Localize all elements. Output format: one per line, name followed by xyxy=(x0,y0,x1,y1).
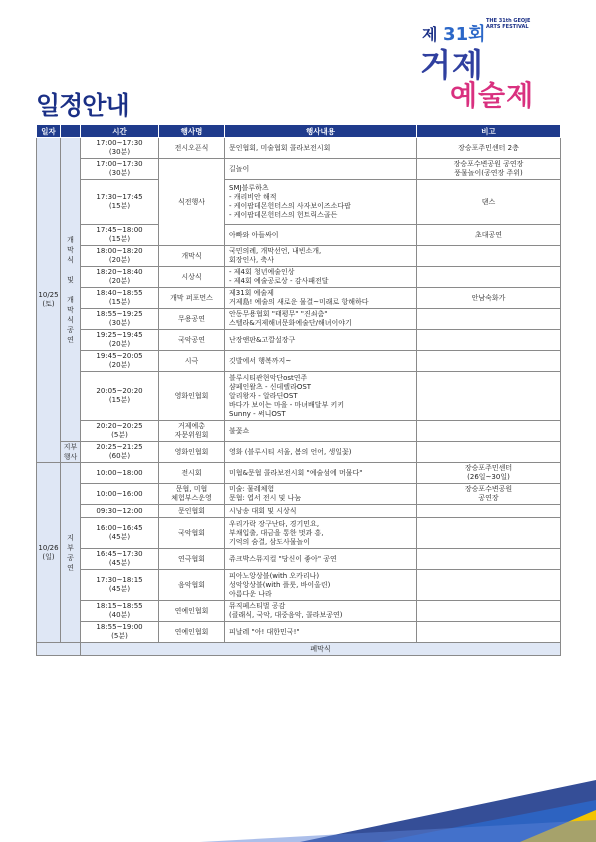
table-row xyxy=(37,309,561,330)
note-cell: 초대공연 xyxy=(417,225,561,246)
note-cell: 장승포수변공원 공연장 xyxy=(417,484,561,505)
logo-geoje: 거제 xyxy=(420,46,484,84)
festival-logo xyxy=(420,14,570,114)
event-cell: 연극협회 xyxy=(159,549,225,570)
content-cell: 불꽃쇼 xyxy=(225,421,417,442)
content-cell: 피아노앙상블(with 오카리나) 성악앙상블(with 플룻, 바이올린) 아름다운 나라 xyxy=(225,570,417,601)
time-cell: 20:05~20:20 (15분) xyxy=(81,372,159,421)
note-cell xyxy=(417,372,561,421)
note-cell xyxy=(417,601,561,622)
content-cell: 난장앤판&고깔설장구 xyxy=(225,330,417,351)
content-cell: 블루시티관현악단ost연주 샴페인왈츠 - 신데렐라OST 알리왕자 - 알라딘OST 바다가 보이는 마을 - 마녀배달부 키키 Sunny - 써니OST xyxy=(225,372,417,421)
table-row xyxy=(37,225,561,246)
event-cell: 전시회 xyxy=(159,463,225,484)
time-cell: 17:30~17:45 (15분) xyxy=(81,180,159,225)
table-row xyxy=(37,463,561,484)
time-cell: 18:20~18:40 (20분) xyxy=(81,267,159,288)
category-opening: 개 막 식 및 개 막 식 공 연 xyxy=(61,138,81,442)
table-row xyxy=(37,622,561,643)
content-cell: 제31회 예술제 거제島! 예술의 새로운 물결~미래로 항해하다 xyxy=(225,288,417,309)
content-cell: 아빠와 아들싸이 xyxy=(225,225,417,246)
event-cell: 국악공연 xyxy=(159,330,225,351)
date-cell-day2: 10/26 (일) xyxy=(37,463,61,643)
category-branch-performance: 지 부 공 연 xyxy=(61,463,81,643)
table-row xyxy=(37,288,561,309)
event-cell: 전시오픈식 xyxy=(159,138,225,159)
event-cell: 시극 xyxy=(159,351,225,372)
content-cell: 쥬크박스뮤지컬 "당신이 좋아" 공연 xyxy=(225,549,417,570)
time-cell: 19:45~20:05 (20분) xyxy=(81,351,159,372)
note-cell xyxy=(417,622,561,643)
table-row xyxy=(37,159,561,180)
table-row xyxy=(37,330,561,351)
logo-festival-en: THE 31th GEOJE ARTS FESTIVAL xyxy=(486,18,531,30)
logo-arts-festival: 예술제 xyxy=(450,79,535,112)
header-note: 비고 xyxy=(417,125,561,138)
table-row xyxy=(37,421,561,442)
table-row xyxy=(37,570,561,601)
event-cell: 문인협회 xyxy=(159,505,225,518)
time-cell: 20:25~21:25 (60분) xyxy=(81,442,159,463)
time-cell: 18:00~18:20 (20분) xyxy=(81,246,159,267)
event-cell: 식전행사 xyxy=(159,159,225,246)
content-cell: - 제4회 청년예술인상 - 제4회 예술공로상 - 감사패전달 xyxy=(225,267,417,288)
note-cell xyxy=(417,351,561,372)
content-cell: 미협&문협 콜라보전시회 "예술섬에 머물다" xyxy=(225,463,417,484)
content-cell: 뮤직페스티벌 공감 (클래식, 국악, 대중음악, 콜라보공연) xyxy=(225,601,417,622)
event-cell: 개막 퍼포먼스 xyxy=(159,288,225,309)
content-cell: SMJ블루하츠 - 캐리비안 해적 - 케이팝데몬헌터스의 사자보이즈소다팝 - 케이팝데몬헌터스의 헌트릭스골든 xyxy=(225,180,417,225)
time-cell: 17:00~17:30 (30분) xyxy=(81,159,159,180)
table-row xyxy=(37,505,561,518)
content-cell: 미술: 물레체험 문협: 엽서 전시 및 나눔 xyxy=(225,484,417,505)
event-cell: 연예인협회 xyxy=(159,622,225,643)
time-cell: 10:00~16:00 xyxy=(81,484,159,505)
note-cell xyxy=(417,267,561,288)
event-cell: 영화인협회 xyxy=(159,372,225,421)
event-cell: 문협, 미협 체험부스운영 xyxy=(159,484,225,505)
event-cell: 영화인협회 xyxy=(159,442,225,463)
footer-spacer xyxy=(37,643,81,656)
category-branch-event: 지부 행사 xyxy=(61,442,81,463)
time-cell: 18:55~19:25 (30분) xyxy=(81,309,159,330)
note-cell: 장승포수변공원 공연장 풍물놀이(공연장 주위) xyxy=(417,159,561,180)
note-cell: 댄스 xyxy=(417,180,561,225)
time-cell: 20:20~20:25 (5분) xyxy=(81,421,159,442)
note-cell xyxy=(417,330,561,351)
event-cell: 개막식 xyxy=(159,246,225,267)
content-cell: 문인협회, 미술협회 콜라보전시회 xyxy=(225,138,417,159)
schedule-table xyxy=(36,124,561,656)
header-date: 일자 xyxy=(37,125,61,138)
time-cell: 19:25~19:45 (20분) xyxy=(81,330,159,351)
table-row xyxy=(37,518,561,549)
note-cell xyxy=(417,442,561,463)
note-cell xyxy=(417,309,561,330)
event-cell: 무용공연 xyxy=(159,309,225,330)
time-cell: 17:45~18:00 (15분) xyxy=(81,225,159,246)
table-row xyxy=(37,246,561,267)
note-cell: 장승포주민센터 (26일~30일) xyxy=(417,463,561,484)
table-row xyxy=(37,180,561,225)
event-cell: 거제예총 자문위원회 xyxy=(159,421,225,442)
time-cell: 10:00~18:00 xyxy=(81,463,159,484)
time-cell: 17:00~17:30 (30분) xyxy=(81,138,159,159)
table-row xyxy=(37,484,561,505)
date-cell-day1: 10/25 (토) xyxy=(37,138,61,463)
header-category xyxy=(61,125,81,138)
table-row xyxy=(37,549,561,570)
note-cell xyxy=(417,549,561,570)
time-cell: 18:55~19:00 (5분) xyxy=(81,622,159,643)
header-time: 시간 xyxy=(81,125,159,138)
content-cell: 깃발에서 행복까지~ xyxy=(225,351,417,372)
time-cell: 18:15~18:55 (40분) xyxy=(81,601,159,622)
content-cell: 길놀이 xyxy=(225,159,417,180)
content-cell: 시낭송 대회 및 시상식 xyxy=(225,505,417,518)
closing-ceremony: 폐막식 xyxy=(81,643,561,656)
table-row xyxy=(37,267,561,288)
table-row xyxy=(37,601,561,622)
table-row xyxy=(37,138,561,159)
content-cell: 피날레 "아! 대한민국!" xyxy=(225,622,417,643)
event-cell: 시상식 xyxy=(159,267,225,288)
table-row xyxy=(37,442,561,463)
event-cell: 음악협회 xyxy=(159,570,225,601)
table-row xyxy=(37,351,561,372)
page-title: 일정안내 xyxy=(36,91,129,120)
header-event: 행사명 xyxy=(159,125,225,138)
content-cell: 우리가락 장구난타, 경기민요, 부채입출, 대금을 통한 멋과 흥, 기억의 숨결, 삼도사물놀이 xyxy=(225,518,417,549)
note-cell xyxy=(417,246,561,267)
time-cell: 18:40~18:55 (15분) xyxy=(81,288,159,309)
note-cell xyxy=(417,518,561,549)
note-cell xyxy=(417,505,561,518)
note-cell: 안남숙화가 xyxy=(417,288,561,309)
time-cell: 16:00~16:45 (45분) xyxy=(81,518,159,549)
bottom-decoration xyxy=(0,760,596,842)
logo-edition: 제 31회 xyxy=(422,24,486,45)
table-footer-row xyxy=(37,643,561,656)
note-cell xyxy=(417,421,561,442)
time-cell: 09:30~12:00 xyxy=(81,505,159,518)
content-cell: 안동무용협회 "태평무" "진쇠춤" 스텔라&거제해녀문화예술단/해녀이야기 xyxy=(225,309,417,330)
time-cell: 17:30~18:15 (45분) xyxy=(81,570,159,601)
event-cell: 연예인협회 xyxy=(159,601,225,622)
table-header-row xyxy=(37,125,561,138)
time-cell: 16:45~17:30 (45분) xyxy=(81,549,159,570)
content-cell: 국민의례, 개막선언, 내빈소개, 회장인사, 축사 xyxy=(225,246,417,267)
note-cell: 장승포주민센터 2층 xyxy=(417,138,561,159)
table-row xyxy=(37,372,561,421)
content-cell: 영화 (블루시티 서울, 봄의 언어, 생일꽃) xyxy=(225,442,417,463)
event-cell: 국악협회 xyxy=(159,518,225,549)
header-content: 행사내용 xyxy=(225,125,417,138)
note-cell xyxy=(417,570,561,601)
